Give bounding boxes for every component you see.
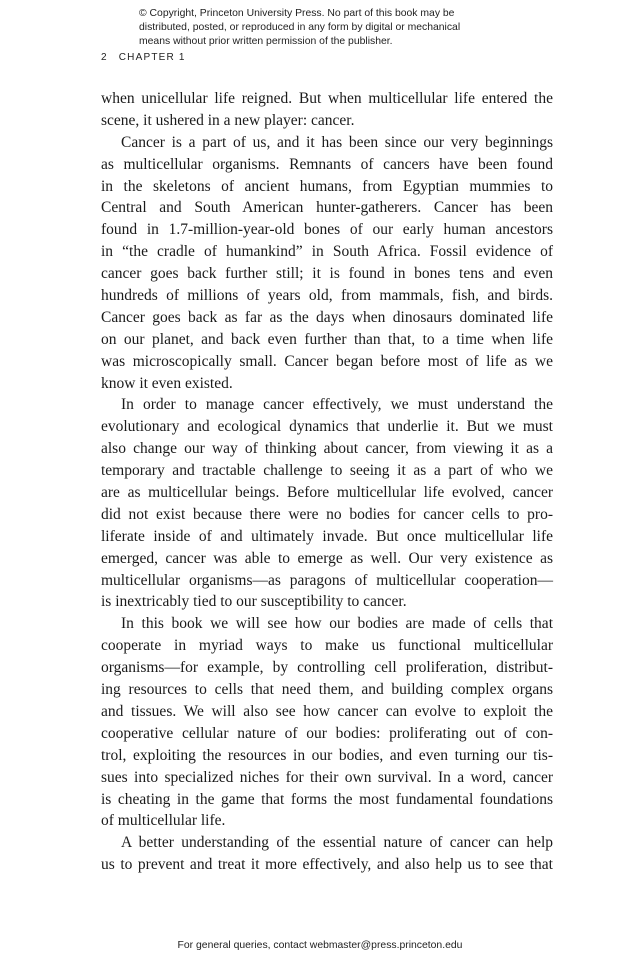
text-line: ing resources to cells that need them, and building complex organs [101, 681, 553, 699]
text-line: know it even existed. [101, 374, 233, 392]
text-line: us to prevent and treat it more effectively, and also help us to see that [101, 856, 553, 874]
text-line: In this book we will see how our bodies are made of cells that [121, 615, 553, 633]
footer-contact: For general queries, contact webmaster@press.princeton.edu [177, 940, 463, 951]
copyright-line: © Copyright, Princeton University Press. No part of this book may be [139, 8, 455, 19]
text-line: is inextricably tied to our susceptibility to cancer. [101, 593, 407, 611]
chapter-label: CHAPTER 1 [118, 52, 186, 63]
text-line: also change our way of thinking about cancer, from viewing it as a [101, 440, 553, 458]
text-line: scene, it ushered in a new player: cancer. [101, 111, 355, 129]
text-line: emerged, cancer was able to emerge as well. Our very existence as [101, 549, 553, 567]
text-line: on our planet, and back even further than that, to a time when life [101, 330, 553, 348]
text-line: sues into specialized niches for their own survival. In a word, cancer [101, 768, 553, 786]
text-line: in the skeletons of ancient humans, from Egyptian mummies to [101, 177, 553, 195]
text-line: was microscopically small. Cancer began before most of life as we [101, 352, 553, 370]
text-line: did not exist because there were no bodies for cancer cells to pro- [101, 505, 553, 523]
page-number: 2 [101, 52, 108, 63]
text-line: Cancer goes back as far as the days when dinosaurs dominated life [101, 308, 553, 326]
copyright-line: distributed, posted, or reproduced in any form by digital or mechanical [139, 22, 461, 33]
text-line: found in 1.7-million-year-old bones of our early human ancestors [101, 221, 553, 239]
text-line: cancer goes back further still; it is found in bones tens and even [101, 265, 553, 283]
text-line: as multicellular organisms. Remnants of cancers have been found [101, 155, 553, 173]
text-line: liferate inside of and ultimately invade. But once multicellular life [101, 527, 553, 545]
running-head [101, 52, 186, 63]
text-line: are as multicellular beings. Before multicellular life evolved, cancer [101, 484, 553, 502]
text-line: evolutionary and ecological dynamics that underlie it. But we must [101, 418, 553, 436]
copyright-notice [139, 7, 539, 49]
text-line: multicellular organisms—as paragons of multicellular cooperation— [101, 571, 553, 589]
text-line: when unicellular life reigned. But when multicellular life entered the [101, 90, 553, 107]
text-line: is cheating in the game that forms the most fundamental foundations [101, 790, 553, 808]
text-line: Cancer is a part of us, and it has been since our very beginnings [121, 133, 553, 151]
text-line: A better understanding of the essential nature of cancer can help [121, 834, 553, 852]
text-line: hundreds of millions of years old, from mammals, fish, and birds. [101, 287, 553, 305]
body-text [101, 88, 553, 876]
text-line: of multicellular life. [101, 812, 226, 830]
text-line: temporary and tractable challenge to seeing it as a part of who we [101, 462, 553, 480]
text-line: organisms—for example, by controlling cell proliferation, distribut- [101, 659, 553, 677]
text-line: In order to manage cancer effectively, we must understand the [121, 396, 553, 414]
text-line: Central and South American hunter-gatherers. Cancer has been [101, 199, 553, 217]
text-line: and tissues. We will also see how cancer can evolve to exploit the [101, 702, 553, 720]
text-line: in “the cradle of humankind” in South Africa. Fossil evidence of [101, 243, 553, 261]
text-line: cooperative cellular nature of our bodies: proliferating out of con- [101, 724, 553, 742]
copyright-line: means without prior written permission of the publisher. [139, 36, 393, 47]
text-line: trol, exploiting the resources in our bodies, and even turning our tis- [101, 746, 553, 764]
text-line: cooperate in myriad ways to make us functional multicellular [101, 637, 553, 655]
